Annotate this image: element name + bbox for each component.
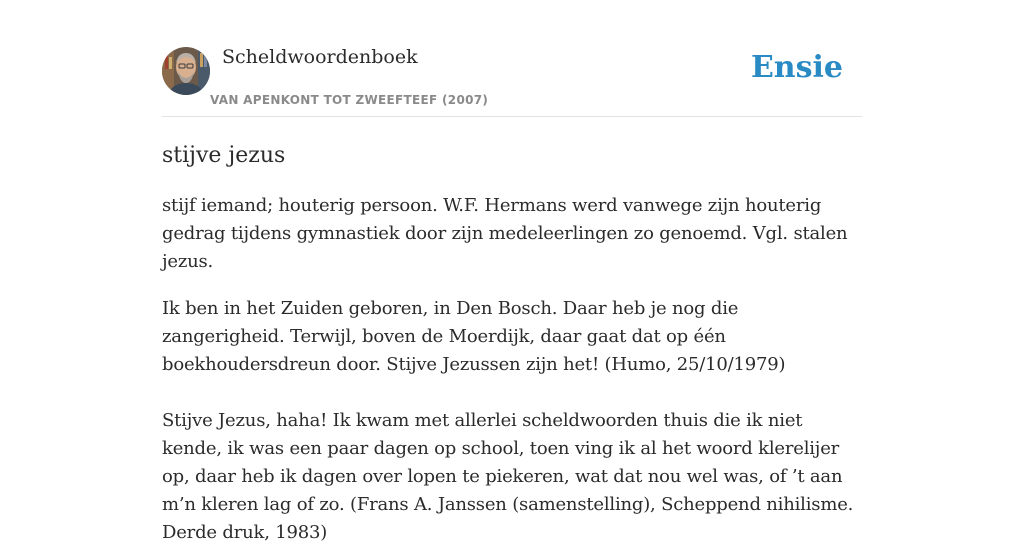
author-portrait-icon xyxy=(162,47,210,95)
brand-logo[interactable]: Ensie xyxy=(750,50,843,85)
entry-quote: Ik ben in het Zuiden geboren, in Den Bosch. Daar heb je nog die zangerigheid. Terwijl, boven de Moerdijk, daar gaat dat op één boekhoudersdreun door. Stijve Jezussen zijn het! (Humo, 25/10/1979) xyxy=(162,298,786,375)
entry-term: stijve jezus xyxy=(162,143,286,168)
entry-quote: Stijve Jezus, haha! Ik kwam met allerlei scheldwoorden thuis die ik niet kende, ik was een paar dagen op school, toen ving ik al het woord klerelijer op, daar heb ik dagen over lopen te piekeren, wat dat nou wel was, of ’t aan m’n kleren lag of zo. (Frans A. Janssen (samenstelling), Scheppend nihilisme. Derde druk, 1983) xyxy=(162,410,854,543)
author-name[interactable]: Scheldwoordenboek xyxy=(222,46,418,68)
entry-card xyxy=(162,0,862,547)
entry-header xyxy=(162,0,862,117)
source-title[interactable]: VAN APENKONT TOT ZWEEFTEEF (2007) xyxy=(210,93,489,107)
entry-definition: stijf iemand; houterig persoon. W.F. Hermans werd vanwege zijn houterig gedrag tijdens gymnastiek door zijn medeleerlingen zo genoemd. Vgl. stalen jezus. xyxy=(162,195,848,272)
author-avatar[interactable] xyxy=(162,47,210,95)
